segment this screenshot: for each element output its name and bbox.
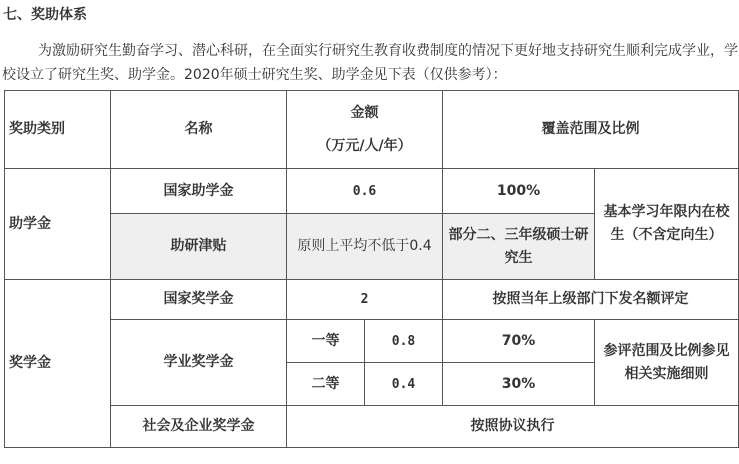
intro-paragraph <box>2 39 738 87</box>
research-assistant-coverage: 部分二、三年级硕士研究生 <box>443 214 595 280</box>
academic-scholarship-name: 学业奖学金 <box>111 320 287 406</box>
table-row <box>5 406 739 448</box>
national-scholarship-coverage: 按照当年上级部门下发名额评定 <box>443 280 739 320</box>
academic-first-amount: 0.8 <box>365 320 443 363</box>
social-scholarship-name: 社会及企业奖学金 <box>111 406 287 448</box>
table-row <box>5 320 739 363</box>
national-scholarship-amount: 2 <box>287 280 443 320</box>
national-scholarship-name: 国家奖学金 <box>111 280 287 320</box>
header-name: 名称 <box>111 91 287 169</box>
aid-category: 助学金 <box>5 169 111 280</box>
academic-first-level: 一等 <box>287 320 365 363</box>
academic-second-level: 二等 <box>287 363 365 406</box>
academic-note: 参评范围及比例参见相关实施细则 <box>595 320 739 406</box>
header-amount-line1: 金额 <box>350 104 379 121</box>
section-heading: 七、奖助体系 <box>3 7 87 23</box>
scholarship-table <box>4 90 739 448</box>
academic-first-ratio: 70% <box>443 320 595 363</box>
national-grant-name: 国家助学金 <box>111 169 287 214</box>
research-assistant-amount: 原则上平均不低于0.4 <box>287 214 443 280</box>
academic-second-amount: 0.4 <box>365 363 443 406</box>
academic-second-ratio: 30% <box>443 363 595 406</box>
social-scholarship-content: 按照协议执行 <box>287 406 739 448</box>
table-row <box>5 280 739 320</box>
national-grant-amount: 0.6 <box>287 169 443 214</box>
table-row <box>5 169 739 214</box>
scholarship-category: 奖学金 <box>5 280 111 448</box>
header-amount <box>287 91 443 169</box>
header-coverage: 覆盖范围及比例 <box>443 91 739 169</box>
aid-shared-note: 基本学习年限内在校生（不含定向生） <box>595 169 739 280</box>
header-category: 奖助类别 <box>5 91 111 169</box>
header-amount-line2: （万元/人/年） <box>317 137 412 154</box>
national-grant-coverage: 100% <box>443 169 595 214</box>
intro-text: 为激励研究生勤奋学习、潜心科研，在全面实行研究生教育收费制度的情况下更好地支持研究生顺利完成学业，学校设立了研究生奖、助学金。2020年硕士研究生奖、助学金见下表（仅供参考）： <box>2 43 738 83</box>
research-assistant-name: 助研津贴 <box>111 214 287 280</box>
header-row <box>5 91 739 169</box>
